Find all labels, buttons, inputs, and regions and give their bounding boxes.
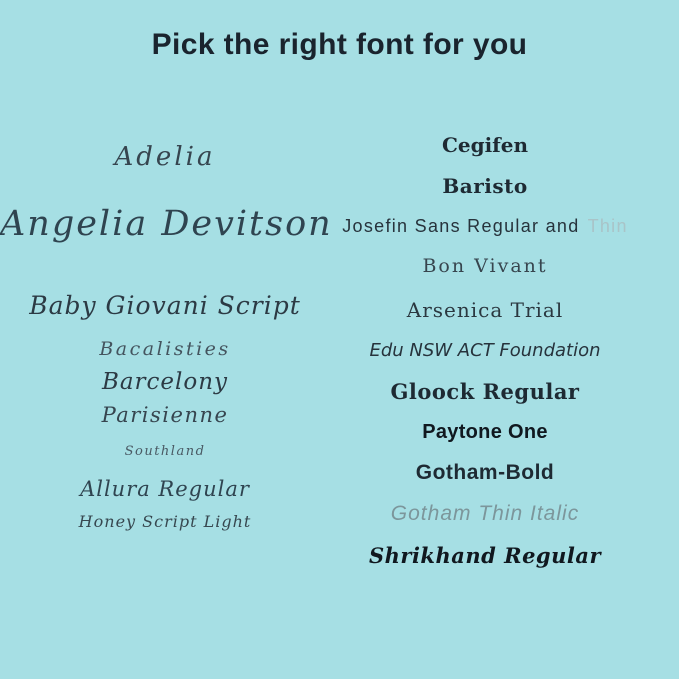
font-sample-gloock-regular: Gloock Regular xyxy=(390,379,580,404)
josefin-thin-text: Thin xyxy=(587,216,628,236)
font-sample-adelia: Adelia xyxy=(114,142,216,172)
page-title: Pick the right font for you xyxy=(151,28,528,61)
font-sample-bacalisties: Bacalisties xyxy=(99,338,231,360)
font-sample-josefin-sans xyxy=(330,216,640,237)
font-sample-baby-giovani: Baby Giovani Script xyxy=(29,291,301,320)
font-sample-paytone-one: Paytone One xyxy=(422,421,548,443)
font-sample-southland: Southland xyxy=(124,444,206,459)
font-sample-allura-regular: Allura Regular xyxy=(80,477,250,501)
font-sample-honey-script: Honey Script Light xyxy=(78,512,252,531)
font-sample-baristo: Baristo xyxy=(442,174,528,198)
font-sample-bon-vivant: Bon Vivant xyxy=(422,255,548,277)
font-sample-angelia-devitson: Angelia Devitson xyxy=(0,204,333,244)
font-sample-arsenica-trial: Arsenica Trial xyxy=(406,298,564,322)
font-sample-gotham-thin-italic: Gotham Thin Italic xyxy=(390,502,580,525)
font-sample-parisienne: Parisienne xyxy=(101,403,229,427)
josefin-regular-text: Josefin Sans Regular and xyxy=(342,216,580,236)
font-sample-gotham-bold: Gotham-Bold xyxy=(415,461,555,484)
font-sample-edu-nsw-act: Edu NSW ACT Foundation xyxy=(369,340,601,361)
font-sample-shrikhand-regular: Shrikhand Regular xyxy=(368,543,602,568)
font-sample-cegifen: Cegifen xyxy=(441,133,529,157)
display-fonts-column xyxy=(330,0,640,679)
script-fonts-column xyxy=(0,0,333,679)
font-sample-barcelony: Barcelony xyxy=(101,369,229,395)
